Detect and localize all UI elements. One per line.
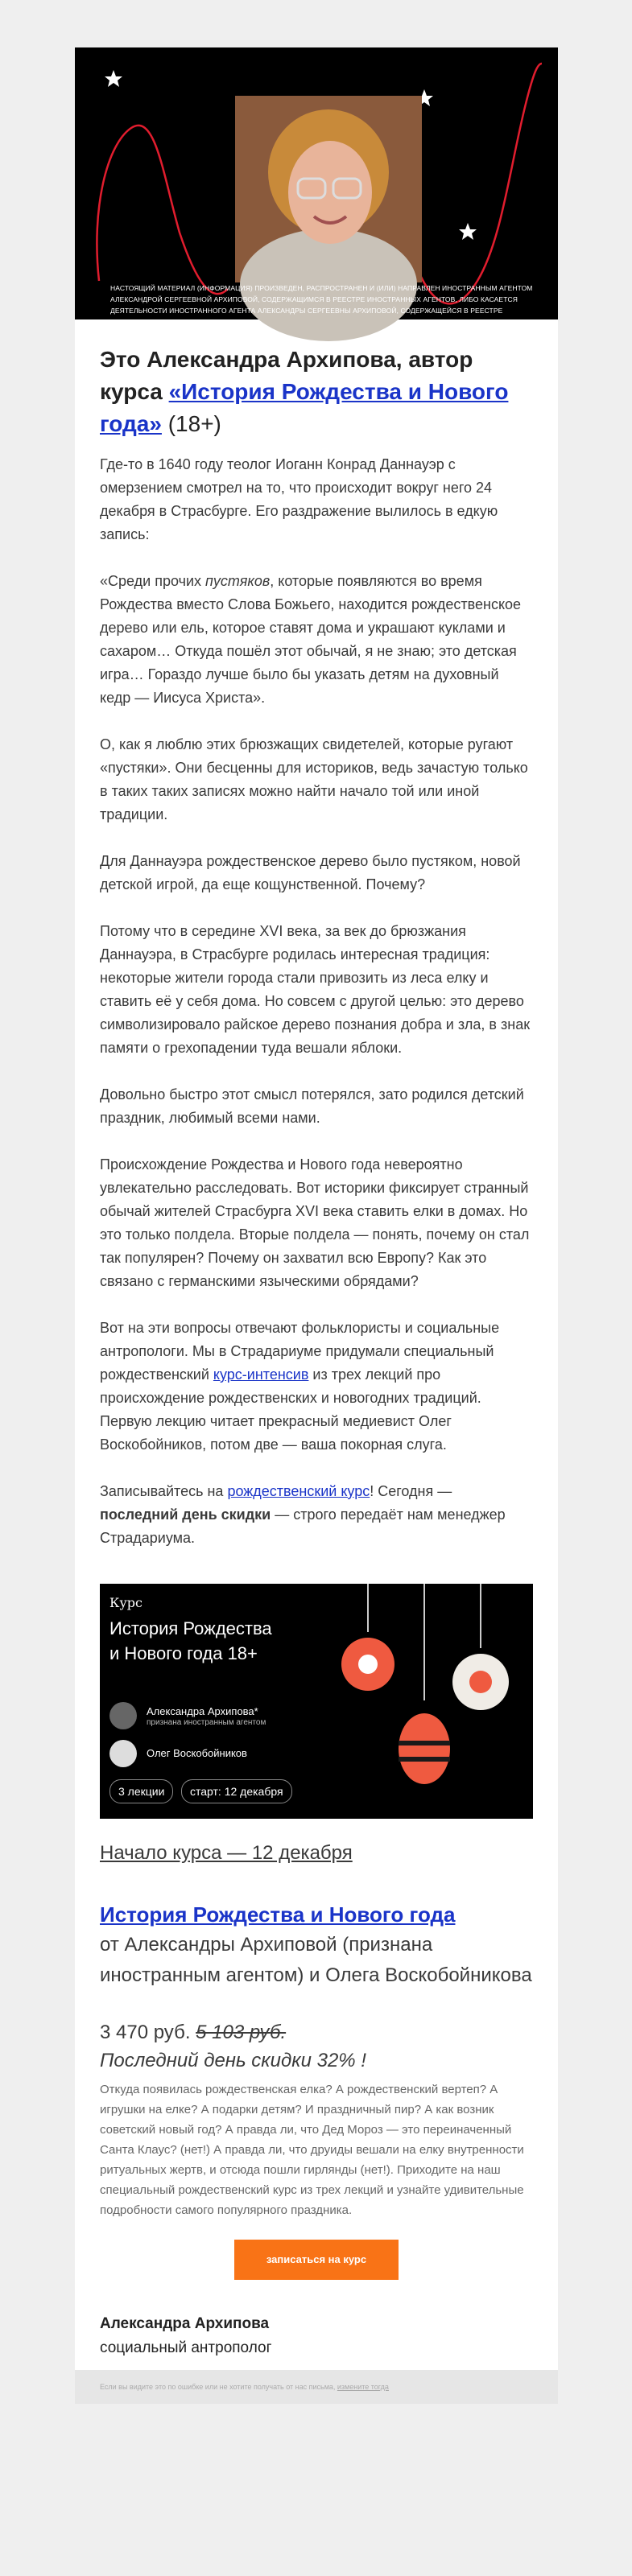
star-icon: [105, 70, 122, 87]
course-promo-banner[interactable]: [100, 1584, 533, 1819]
course-start-date: Начало курса — 12 декабря: [100, 1842, 353, 1864]
christmas-course-link[interactable]: рождественский курс: [227, 1483, 370, 1499]
avatar: [109, 1740, 137, 1767]
quote-paragraph: «Среди прочих пустяков, которые появляются во время Рождества вместо Слова Божьего, находится рождественское дерево или ель, которое ставят дома и украшают куклами и сахаром… Откуда пошёл этот обычай, я не знаю; это детская игра… Гораздо лучше было бы указать детям на духовный кедр — Иисуса Христа».: [100, 573, 522, 706]
ornament-icon: [399, 1713, 450, 1784]
signature-role: социальный антрополог: [100, 2339, 272, 2356]
lecturer-voskoboinikov: Олег Воскобойников: [109, 1740, 247, 1767]
discount-text: Последний день скидки 32% !: [100, 2050, 366, 2071]
lecturer-archipova: Александра Архипова* признана иностранным агентом: [109, 1702, 266, 1729]
star-icon: [459, 223, 477, 240]
paragraph: Происхождение Рождества и Нового года невероятно увлекательно расследовать. Вот историки фиксирует странный обычай жителей Страсбурга XVI века ставить елки в домах. Но это только полдела. Вторые полдела — понять, почему он стал так популярен? Почему он захватил всю Европу? Как это связано с германскими языческими обрядами?: [100, 1156, 530, 1289]
article-body: [75, 319, 558, 1550]
foreign-agent-caption: НАСТОЯЩИЙ МАТЕРИАЛ (ИНФОРМАЦИЯ) ПРОИЗВЕДЕН, РАСПРОСТРАНЕН И (ИЛИ) НАПРАВЛЕН ИНОСТРАННЫМ АГЕНТОМ АЛЕКСАНДРОЙ СЕРГЕЕВНОЙ АРХИПОВОЙ, СОДЕРЖАЩИМСЯ В РЕЕСТРЕ ИНОСТРАННЫХ АГЕНТОВ, ЛИБО КАСАЕТСЯ ДЕЯТЕЛЬНОСТИ ИНОСТРАННОГО АГЕНТА АЛЕКСАНДРЫ СЕРГЕЕВНЫ АРХИПОВОЙ, СОДЕРЖАЩЕЙСЯ В РЕЕСТРЕ ИНОСТРАННЫХ АГЕНТОВ 18+: [110, 284, 533, 326]
paragraph: Вот на эти вопросы отвечают фольклористы и социальные антропологи. Мы в Страдариуме придумали специальный рождественский курс-интенсив из трех лекций про происхождение рождественских и новогодних традиций. Первую лекцию читает прекрасный медиевист Олег Воскобойников, потом две — ваша покорная слуга.: [100, 1320, 500, 1453]
promo-kurs-label: Курс: [109, 1595, 143, 1610]
course-link[interactable]: История Рождества и Нового года: [100, 1902, 456, 1927]
start-date-badge: старт: 12 декабря: [181, 1779, 292, 1803]
course-title-link[interactable]: «История Рождества и Нового года»: [100, 379, 509, 436]
lectures-count-badge: 3 лекции: [109, 1779, 173, 1803]
course-description: Откуда появилась рождественская елка? А рождественский вертеп? А игрушки на елке? А подарки детям? И праздничный пир? А как возник советский новый год? А правда ли, что Дед Мороз — это переиначенный Санта Клаус? (нет!) А правда ли, что друиды вешали на елку внутренности ритуальных жертв, и отсюда пошли гирлянды (нет!). Приходите на наш специальный рождественский курс из трех лекций и узнайте удивительные подробности самого популярного праздника.: [100, 2083, 524, 2217]
course-section: [75, 1840, 558, 2370]
course-price: 3 470 руб. 5 103 руб.: [100, 2022, 287, 2043]
author-portrait: [235, 96, 422, 282]
ornaments-illustration: [340, 1584, 533, 1819]
footer: Если вы видите это по ошибке или не хотите получать от нас письма, измените тогда: [75, 2370, 558, 2404]
paragraph: Для Даннауэра рождественское дерево было пустяком, новой детской игрой, да еще кощунственной. Почему?: [100, 853, 521, 892]
intensive-link[interactable]: курс-интенсив: [213, 1366, 309, 1383]
paragraph: Где-то в 1640 году теолог Иоганн Конрад Даннауэр с омерзением смотрел на то, что происходит вокруг него 24 декабря в Страсбурге. Его раздражение вылилось в едкую запись:: [100, 456, 498, 542]
old-price: 5 103 руб.: [196, 2022, 287, 2043]
unsubscribe-link[interactable]: измените тогда: [337, 2383, 389, 2391]
promo-title: История Рождества и Нового года 18+: [109, 1618, 272, 1663]
avatar: [109, 1702, 137, 1729]
email-card: [75, 47, 558, 2404]
signature-name: Александра Архипова: [100, 2315, 270, 2332]
paragraph: Довольно быстро этот смысл потерялся, зато родился детский праздник, любимый всеми нами.: [100, 1086, 524, 1126]
enroll-button[interactable]: записаться на курс: [234, 2240, 399, 2280]
course-authors: от Александры Архиповой (признана иностранным агентом) и Олега Воскобойникова: [100, 1934, 532, 1986]
paragraph: Записывайтесь на рождественский курс! Сегодня — последний день скидки — строго передаёт нам менеджер Страдариума.: [100, 1483, 506, 1546]
paragraph: О, как я люблю этих брюзжащих свидетелей, которые ругают «пустяки». Они бесценны для историков, ведь зачастую только в таких таких записях можно найти начало той или иной традиции.: [100, 736, 528, 822]
paragraph: Потому что в середине XVI века, за век до брюзжания Даннауэра, в Страсбурге родилась интересная традиция: некоторые жители города стали привозить из леса елку и ставить её у себя дома. Но совсем с другой целью: это дерево символизировало райское дерево познания добра и зла, в знак памяти о грехопадении туда вешали яблоки.: [100, 923, 531, 1056]
hero-banner: [75, 47, 558, 326]
page-title: Это Александра Архипова, автор курса «История Рождества и Нового года» (18+): [100, 347, 509, 436]
